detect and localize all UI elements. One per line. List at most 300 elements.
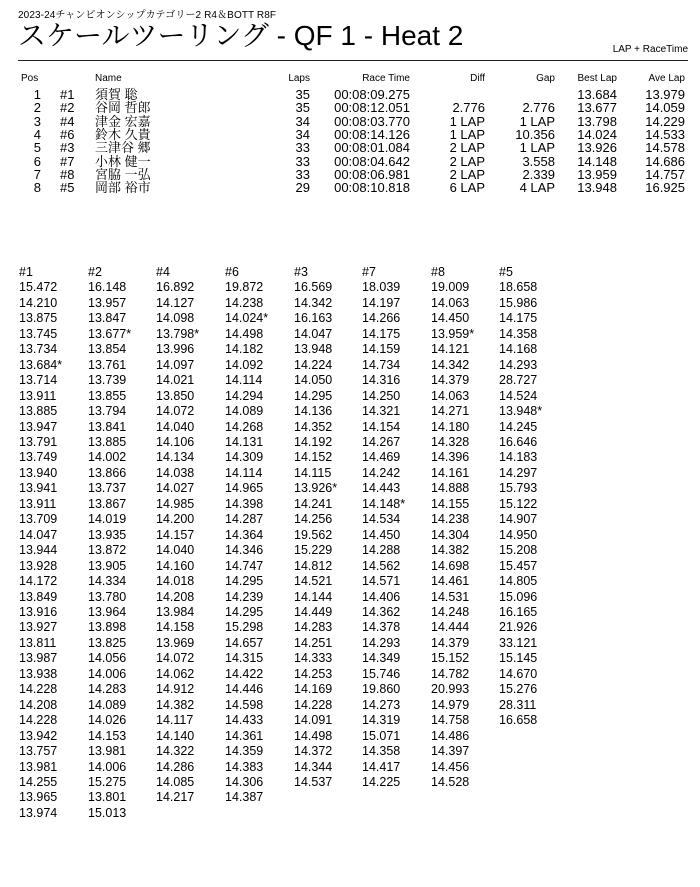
lap-time: 13.734 — [19, 342, 58, 357]
lap-time: 14.328 — [431, 434, 470, 449]
lap-time: 13.974 — [19, 805, 58, 820]
lap-time: 14.293 — [362, 635, 401, 650]
lap-time: 13.866 — [88, 465, 127, 480]
lap-time: 13.964 — [88, 604, 127, 619]
lap-time: 14.250 — [362, 388, 401, 403]
result-car-no: #5 — [60, 180, 75, 196]
results-header — [0, 74, 700, 87]
result-ave-lap: 16.925 — [645, 180, 685, 196]
lap-column-car: #5 — [499, 265, 513, 279]
lap-time: 14.364 — [225, 527, 264, 542]
lap-time: 14.085 — [156, 774, 195, 789]
lap-time: 14.342 — [294, 295, 333, 310]
result-laps: 33 — [295, 166, 310, 182]
result-gap: 3.558 — [522, 153, 555, 169]
lap-time: 14.154 — [362, 419, 401, 434]
lap-time: 33.121 — [499, 635, 538, 650]
result-diff: 1 LAP — [449, 126, 485, 142]
lap-time: 14.114 — [225, 373, 263, 388]
lap-time: 14.242 — [362, 465, 401, 480]
lap-time: 16.165 — [499, 604, 538, 619]
lap-time: 14.396 — [431, 450, 470, 465]
lap-time: 13.757 — [19, 744, 58, 759]
result-car-no: #1 — [60, 87, 75, 102]
lap-time: 14.183 — [499, 450, 538, 465]
lap-time: 14.562 — [362, 558, 401, 573]
result-best-lap: 13.798 — [577, 113, 617, 129]
lap-time: 14.449 — [294, 604, 333, 619]
result-diff: 2 LAP — [449, 166, 485, 182]
lap-time: 14.758 — [431, 713, 470, 728]
lap-time: 13.926* — [294, 481, 338, 496]
result-driver-name: 宮脇 一弘 — [95, 166, 151, 182]
lap-time: 13.761 — [88, 357, 127, 372]
result-gap: 2.776 — [522, 100, 555, 116]
lap-time: 14.316 — [362, 373, 401, 388]
lap-time: 13.811 — [19, 635, 57, 650]
lap-time: 13.714 — [19, 373, 58, 388]
result-laps: 34 — [295, 126, 310, 142]
lap-time: 14.140 — [156, 728, 195, 743]
lap-time: 14.114 — [225, 465, 263, 480]
lap-time: 15.472 — [19, 280, 58, 295]
lap-time: 13.709 — [19, 512, 58, 527]
lap-time: 14.169 — [294, 682, 333, 697]
report-title: スケールツーリング - QF 1 - Heat 2 — [18, 20, 464, 51]
lap-time: 19.872 — [225, 280, 264, 295]
lap-time: 14.131 — [225, 434, 264, 449]
result-race-time: 00:08:10.818 — [334, 180, 410, 196]
result-driver-name: 津金 宏嘉 — [95, 113, 151, 129]
lap-time: 13.940 — [19, 465, 58, 480]
lap-time: 14.295 — [225, 574, 264, 589]
result-best-lap: 14.148 — [577, 153, 617, 169]
result-row — [0, 128, 700, 141]
lap-time: 13.749 — [19, 450, 58, 465]
lap-time: 14.571 — [362, 574, 401, 589]
result-ave-lap: 14.686 — [645, 153, 685, 169]
result-pos: 1 — [33, 87, 41, 102]
lap-time: 14.144 — [294, 589, 333, 604]
result-laps: 35 — [295, 87, 310, 102]
lap-time: 16.658 — [499, 713, 538, 728]
lap-column-car: #3 — [294, 265, 308, 279]
result-race-time: 00:08:12.051 — [334, 100, 410, 116]
result-gap: 2.339 — [522, 166, 555, 182]
col-ave-lap: Ave Lap — [648, 73, 685, 84]
lap-time: 13.965 — [19, 790, 58, 805]
lap-time: 13.984 — [156, 604, 195, 619]
result-pos: 8 — [33, 180, 41, 196]
result-row — [0, 115, 700, 128]
lap-time: 20.993 — [431, 682, 470, 697]
result-best-lap: 13.959 — [577, 166, 617, 182]
result-laps: 34 — [295, 113, 310, 129]
lap-time: 14.134 — [156, 450, 195, 465]
lap-time: 14.397 — [431, 744, 470, 759]
lap-time: 14.238 — [225, 295, 264, 310]
lap-time: 15.122 — [499, 496, 538, 511]
lap-time: 14.293 — [499, 357, 538, 372]
lap-time: 14.965 — [225, 481, 264, 496]
lap-time: 13.905 — [88, 558, 127, 573]
lap-time: 14.208 — [19, 697, 58, 712]
lap-time: 14.805 — [499, 574, 538, 589]
lap-column — [294, 265, 337, 790]
lap-time: 14.283 — [88, 682, 127, 697]
title-rule — [18, 60, 688, 61]
result-car-no: #2 — [60, 100, 75, 116]
result-driver-name: 三津谷 郷 — [95, 140, 151, 156]
lap-time: 14.286 — [156, 759, 195, 774]
lap-time: 14.127 — [156, 295, 195, 310]
result-laps: 35 — [295, 100, 310, 116]
lap-time: 14.657 — [225, 635, 264, 650]
result-pos: 7 — [33, 166, 41, 182]
lap-time: 13.981 — [88, 744, 127, 759]
result-ave-lap: 13.979 — [645, 87, 685, 102]
result-pos: 4 — [33, 126, 41, 142]
lap-time: 15.746 — [362, 666, 401, 681]
lap-time: 13.872 — [88, 543, 127, 558]
lap-time: 14.486 — [431, 728, 470, 743]
result-best-lap: 13.684 — [577, 87, 617, 102]
lap-time: 14.450 — [362, 527, 401, 542]
lap-time: 14.379 — [431, 635, 470, 650]
lap-time: 14.406 — [362, 589, 401, 604]
lap-column — [431, 265, 474, 790]
lap-time: 14.315 — [225, 651, 264, 666]
lap-time: 14.734 — [362, 357, 401, 372]
result-diff: 2 LAP — [449, 140, 485, 156]
lap-time: 14.228 — [294, 697, 333, 712]
result-gap: 1 LAP — [519, 140, 555, 156]
lap-time: 14.670 — [499, 666, 538, 681]
lap-time: 14.450 — [431, 311, 470, 326]
lap-time: 13.996 — [156, 342, 195, 357]
lap-time: 14.537 — [294, 774, 333, 789]
lap-time: 14.382 — [431, 543, 470, 558]
result-ave-lap: 14.578 — [645, 140, 685, 156]
lap-time: 14.422 — [225, 666, 264, 681]
lap-time: 14.812 — [294, 558, 333, 573]
lap-time: 15.276 — [499, 682, 538, 697]
lap-time: 13.885 — [19, 404, 58, 419]
lap-time: 13.911 — [19, 496, 57, 511]
lap-time: 14.950 — [499, 527, 538, 542]
lap-time: 14.172 — [19, 574, 58, 589]
lap-time: 16.892 — [156, 280, 195, 295]
result-race-time: 00:08:14.126 — [334, 126, 410, 142]
lap-time: 15.013 — [88, 805, 127, 820]
result-car-no: #6 — [60, 126, 75, 142]
lap-time: 14.200 — [156, 512, 195, 527]
lap-time: 14.461 — [431, 574, 470, 589]
lap-time: 14.287 — [225, 512, 264, 527]
result-race-time: 00:08:04.642 — [334, 153, 410, 169]
lap-time: 14.912 — [156, 682, 195, 697]
lap-time: 19.860 — [362, 682, 401, 697]
result-row — [0, 155, 700, 168]
lap-time: 14.217 — [156, 790, 195, 805]
lap-time: 14.228 — [19, 713, 58, 728]
lap-time: 14.253 — [294, 666, 333, 681]
lap-time: 14.321 — [362, 404, 401, 419]
lap-column — [19, 265, 62, 821]
lap-time: 14.089 — [88, 697, 127, 712]
result-ave-lap: 14.757 — [645, 166, 685, 182]
result-car-no: #3 — [60, 140, 75, 156]
lap-time: 14.979 — [431, 697, 470, 712]
lap-time: 14.782 — [431, 666, 470, 681]
lap-time: 14.361 — [225, 728, 264, 743]
lap-time: 14.273 — [362, 697, 401, 712]
lap-time: 14.319 — [362, 713, 401, 728]
result-diff: 2.776 — [452, 100, 485, 116]
lap-time: 15.071 — [362, 728, 401, 743]
lap-time: 13.957 — [88, 295, 127, 310]
lap-time: 14.372 — [294, 744, 333, 759]
lap-time: 14.192 — [294, 434, 333, 449]
col-race-time: Race Time — [362, 73, 410, 84]
lap-time: 14.598 — [225, 697, 264, 712]
lap-time: 14.182 — [225, 342, 264, 357]
lap-time: 13.855 — [88, 388, 127, 403]
lap-time: 13.916 — [19, 604, 58, 619]
result-gap: 4 LAP — [519, 180, 555, 196]
lap-time: 14.295 — [225, 604, 264, 619]
lap-time: 14.089 — [225, 404, 264, 419]
lap-time: 14.352 — [294, 419, 333, 434]
lap-time: 14.446 — [225, 682, 264, 697]
lap-time: 13.911 — [19, 388, 57, 403]
lap-time: 13.850 — [156, 388, 195, 403]
col-diff: Diff — [470, 73, 485, 84]
lap-time: 14.521 — [294, 574, 333, 589]
lap-time: 19.562 — [294, 527, 333, 542]
lap-time: 13.935 — [88, 527, 127, 542]
lap-time: 14.251 — [294, 635, 333, 650]
lap-time: 13.849 — [19, 589, 58, 604]
lap-time: 14.444 — [431, 620, 470, 635]
lap-time: 14.175 — [499, 311, 538, 326]
lap-time: 15.793 — [499, 481, 538, 496]
report-subtitle: 2023-24チャンピオンシップカテゴリー2 R4＆BOTT R8F — [18, 10, 277, 21]
lap-time: 14.047 — [294, 326, 333, 341]
lap-time: 14.047 — [19, 527, 58, 542]
lap-time: 14.433 — [225, 713, 264, 728]
lap-time: 13.684* — [19, 357, 63, 372]
result-diff: 6 LAP — [449, 180, 485, 196]
col-laps: Laps — [288, 73, 310, 84]
lap-time: 14.002 — [88, 450, 127, 465]
lap-time: 14.985 — [156, 496, 195, 511]
lap-time: 13.798* — [156, 326, 200, 341]
lap-time: 14.091 — [294, 713, 333, 728]
lap-time: 14.382 — [156, 697, 195, 712]
result-laps: 29 — [295, 180, 310, 196]
lap-time: 14.333 — [294, 651, 333, 666]
lap-time: 13.885 — [88, 434, 127, 449]
lap-time: 14.334 — [88, 574, 127, 589]
lap-time: 14.256 — [294, 512, 333, 527]
lap-time: 14.072 — [156, 651, 195, 666]
result-pos: 3 — [33, 113, 41, 129]
lap-time: 15.229 — [294, 543, 333, 558]
lap-time: 13.745 — [19, 326, 58, 341]
lap-time: 14.168 — [499, 342, 538, 357]
lap-time: 14.038 — [156, 465, 195, 480]
result-diff: 1 LAP — [449, 113, 485, 129]
lap-time: 13.780 — [88, 589, 127, 604]
lap-time: 14.387 — [225, 790, 264, 805]
lap-time: 13.948* — [499, 404, 543, 419]
result-laps: 33 — [295, 140, 310, 156]
lap-time: 14.344 — [294, 759, 333, 774]
lap-time: 14.155 — [431, 496, 470, 511]
lap-time: 15.145 — [499, 651, 538, 666]
lap-time: 14.288 — [362, 543, 401, 558]
lap-time: 15.986 — [499, 295, 538, 310]
result-row — [0, 88, 700, 101]
lap-time: 13.801 — [88, 790, 127, 805]
col-best-lap: Best Lap — [577, 73, 617, 84]
lap-time: 15.096 — [499, 589, 538, 604]
col-gap: Gap — [536, 73, 555, 84]
result-diff: 2 LAP — [449, 153, 485, 169]
result-race-time: 00:08:03.770 — [334, 113, 410, 129]
result-best-lap: 14.024 — [577, 126, 617, 142]
lap-time: 13.677* — [88, 326, 132, 341]
lap-time: 14.157 — [156, 527, 195, 542]
lap-time: 14.359 — [225, 744, 264, 759]
lap-time: 14.528 — [431, 774, 470, 789]
lap-time: 15.152 — [431, 651, 470, 666]
lap-time: 14.239 — [225, 589, 264, 604]
lap-column — [156, 265, 199, 806]
lap-time: 13.875 — [19, 311, 58, 326]
lap-column-car: #2 — [88, 265, 102, 279]
lap-time: 14.398 — [225, 496, 264, 511]
lap-time: 14.063 — [431, 388, 470, 403]
lap-time: 14.018 — [156, 574, 195, 589]
lap-time: 14.161 — [431, 465, 470, 480]
lap-time: 14.268 — [225, 419, 264, 434]
lap-time: 13.947 — [19, 419, 58, 434]
report-mode: LAP + RaceTime — [612, 44, 688, 55]
lap-time: 13.867 — [88, 496, 127, 511]
lap-time: 14.294 — [225, 388, 264, 403]
lap-time: 13.941 — [19, 481, 58, 496]
lap-time: 14.888 — [431, 481, 470, 496]
lap-time: 14.063 — [431, 295, 470, 310]
lap-time: 14.092 — [225, 357, 264, 372]
result-ave-lap: 14.533 — [645, 126, 685, 142]
lap-time: 14.456 — [431, 759, 470, 774]
lap-time: 14.747 — [225, 558, 264, 573]
lap-time: 14.224 — [294, 357, 333, 372]
lap-time: 15.275 — [88, 774, 127, 789]
lap-column-car: #8 — [431, 265, 445, 279]
lap-column-car: #1 — [19, 265, 33, 279]
result-race-time: 00:08:01.084 — [334, 140, 410, 156]
lap-time: 13.959* — [431, 326, 475, 341]
lap-time: 14.097 — [156, 357, 195, 372]
lap-time: 14.379 — [431, 373, 470, 388]
lap-time: 28.727 — [499, 373, 538, 388]
result-pos: 5 — [33, 140, 41, 156]
lap-time: 13.927 — [19, 620, 58, 635]
lap-time: 13.898 — [88, 620, 127, 635]
lap-time: 13.825 — [88, 635, 127, 650]
lap-time: 14.241 — [294, 496, 333, 511]
lap-time: 14.152 — [294, 450, 333, 465]
lap-time: 28.311 — [499, 697, 537, 712]
lap-time: 13.948 — [294, 342, 333, 357]
lap-time: 14.040 — [156, 419, 195, 434]
lap-time: 13.969 — [156, 635, 195, 650]
lap-time: 14.417 — [362, 759, 401, 774]
lap-time: 14.175 — [362, 326, 401, 341]
lap-time: 19.009 — [431, 280, 470, 295]
lap-time: 14.267 — [362, 434, 401, 449]
lap-column — [362, 265, 405, 790]
lap-time: 14.026 — [88, 713, 127, 728]
lap-time: 14.362 — [362, 604, 401, 619]
lap-time: 14.225 — [362, 774, 401, 789]
lap-time: 21.926 — [499, 620, 538, 635]
lap-time: 13.854 — [88, 342, 127, 357]
lap-time: 14.006 — [88, 759, 127, 774]
lap-column-car: #4 — [156, 265, 170, 279]
result-driver-name: 須賀 聡 — [95, 87, 138, 102]
lap-time: 14.358 — [499, 326, 538, 341]
lap-time: 13.942 — [19, 728, 58, 743]
lap-time: 14.160 — [156, 558, 195, 573]
lap-time: 14.534 — [362, 512, 401, 527]
lap-time: 14.027 — [156, 481, 195, 496]
result-gap: 10.356 — [515, 126, 555, 142]
lap-time: 14.024* — [225, 311, 269, 326]
lap-time: 14.306 — [225, 774, 264, 789]
lap-time: 18.658 — [499, 280, 538, 295]
lap-time: 14.271 — [431, 404, 470, 419]
lap-time: 14.238 — [431, 512, 470, 527]
lap-time: 14.383 — [225, 759, 264, 774]
lap-time: 14.297 — [499, 465, 538, 480]
result-row — [0, 181, 700, 194]
col-pos: Pos — [21, 73, 39, 84]
col-name: Name — [95, 73, 122, 84]
lap-time: 14.248 — [431, 604, 470, 619]
lap-time: 13.928 — [19, 558, 58, 573]
lap-column-car: #7 — [362, 265, 376, 279]
result-best-lap: 13.948 — [577, 180, 617, 196]
result-car-no: #4 — [60, 113, 75, 129]
lap-time: 14.283 — [294, 620, 333, 635]
lap-time: 14.469 — [362, 450, 401, 465]
lap-time: 14.698 — [431, 558, 470, 573]
result-car-no: #7 — [60, 153, 75, 169]
lap-time: 16.646 — [499, 434, 538, 449]
lap-time: 14.180 — [431, 419, 470, 434]
lap-time: 14.115 — [294, 465, 332, 480]
lap-time: 14.498 — [225, 326, 264, 341]
result-gap: 1 LAP — [519, 113, 555, 129]
lap-time: 14.153 — [88, 728, 127, 743]
result-best-lap: 13.677 — [577, 100, 617, 116]
lap-time: 14.378 — [362, 620, 401, 635]
